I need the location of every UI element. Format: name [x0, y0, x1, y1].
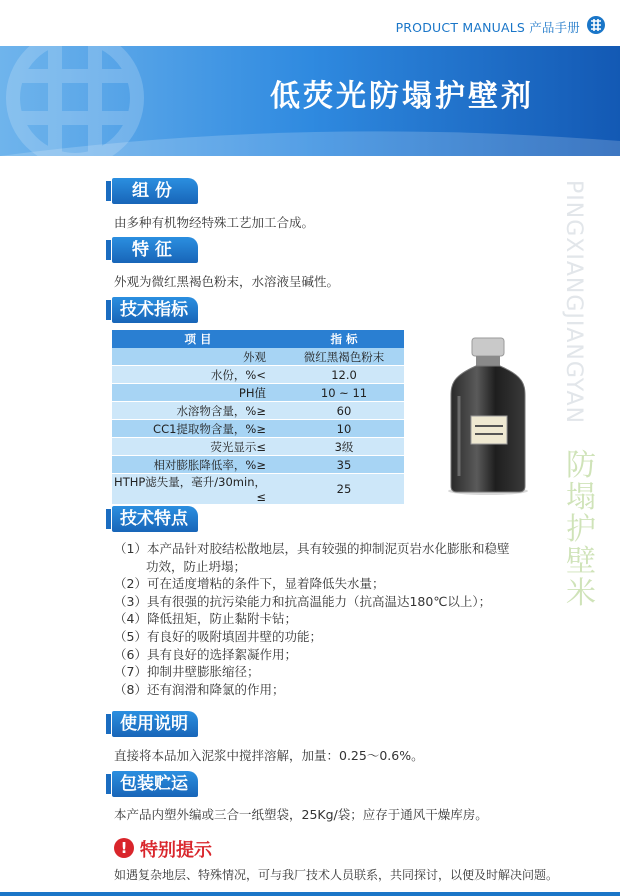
- header-brand: PRODUCT MANUALS 产品手册: [395, 20, 580, 35]
- composition-text: 由多种有机物经特殊工艺加工合成。: [114, 215, 315, 230]
- table-row: 外观 微红黑褐色粉末: [112, 348, 404, 366]
- footer-divider: [0, 886, 620, 896]
- features-list: [114, 540, 509, 698]
- company-logo-icon: [586, 15, 606, 35]
- list-item: （7）抑制井壁膨胀缩径；: [114, 664, 260, 680]
- vertical-pinyin-watermark: PINGXIANGJIANGYAN: [561, 180, 586, 425]
- properties-text: 外观为微红黑褐色粉末，水溶液呈碱性。: [114, 274, 340, 289]
- section-heading-usage: 使用说明: [112, 711, 198, 737]
- section-heading-features: 技术特点: [112, 506, 198, 532]
- list-item: （2）可在适度增粘的条件下，显着降低失水量；: [114, 576, 385, 592]
- section-heading-composition: 组 份: [112, 178, 198, 204]
- list-item: （8）还有润滑和降氯的作用；: [114, 681, 285, 697]
- section-heading-properties: 特 征: [112, 237, 198, 263]
- table-row: 水溶物含量，%≥ 60: [112, 402, 404, 420]
- table-row: CC1提取物含量，%≥ 10: [112, 420, 404, 438]
- list-item: 功效，防止坍塌；: [146, 558, 247, 574]
- warning-icon: !: [114, 838, 134, 858]
- notice-text: 如遇复杂地层、特殊情况，可与我厂技术人员联系，共同探讨，以便及时解决问题。: [114, 868, 559, 882]
- section-heading-specs: 技术指标: [112, 297, 198, 323]
- table-row: 水份，%< 12.0: [112, 366, 404, 384]
- spec-table: [112, 330, 404, 505]
- usage-text: 直接将本品加入泥浆中搅拌溶解，加量：0.25～0.6%。: [114, 748, 424, 763]
- table-row: 相对膨胀降低率，%≥ 35: [112, 456, 404, 474]
- spec-col-value: 指 标: [284, 330, 404, 348]
- vertical-chinese-watermark: 防塌护壁米: [566, 448, 596, 611]
- section-heading-packaging: 包装贮运: [112, 771, 198, 797]
- table-row: PH值 10 ~ 11: [112, 384, 404, 402]
- list-item: （4）降低扭矩，防止黏附卡钻；: [114, 611, 297, 627]
- list-item: （3）具有很强的抗污染能力和抗高温能力（抗高温达180℃以上）；: [114, 593, 492, 609]
- list-item: （1）本产品针对胶结松散地层，具有较强的抑制泥页岩水化膨胀和稳壁: [114, 541, 510, 556]
- list-item: （6）具有良好的选择絮凝作用；: [114, 646, 297, 662]
- page-title: 低荧光防塌护壁剂: [270, 79, 534, 114]
- spec-col-item: 项 目: [112, 330, 284, 348]
- table-row: HTHP滤失量，毫升/30min，≤ 25: [112, 474, 404, 505]
- list-item: （5）有良好的吸附填固井壁的功能；: [114, 628, 322, 644]
- product-bottle-image: [443, 336, 533, 496]
- packaging-text: 本产品内塑外编或三合一纸塑袋，25Kg/袋；应存于通风干燥库房。: [114, 807, 488, 822]
- special-notice-heading: ! 特别提示: [114, 836, 324, 860]
- table-row: 荧光显示≤ 3级: [112, 438, 404, 456]
